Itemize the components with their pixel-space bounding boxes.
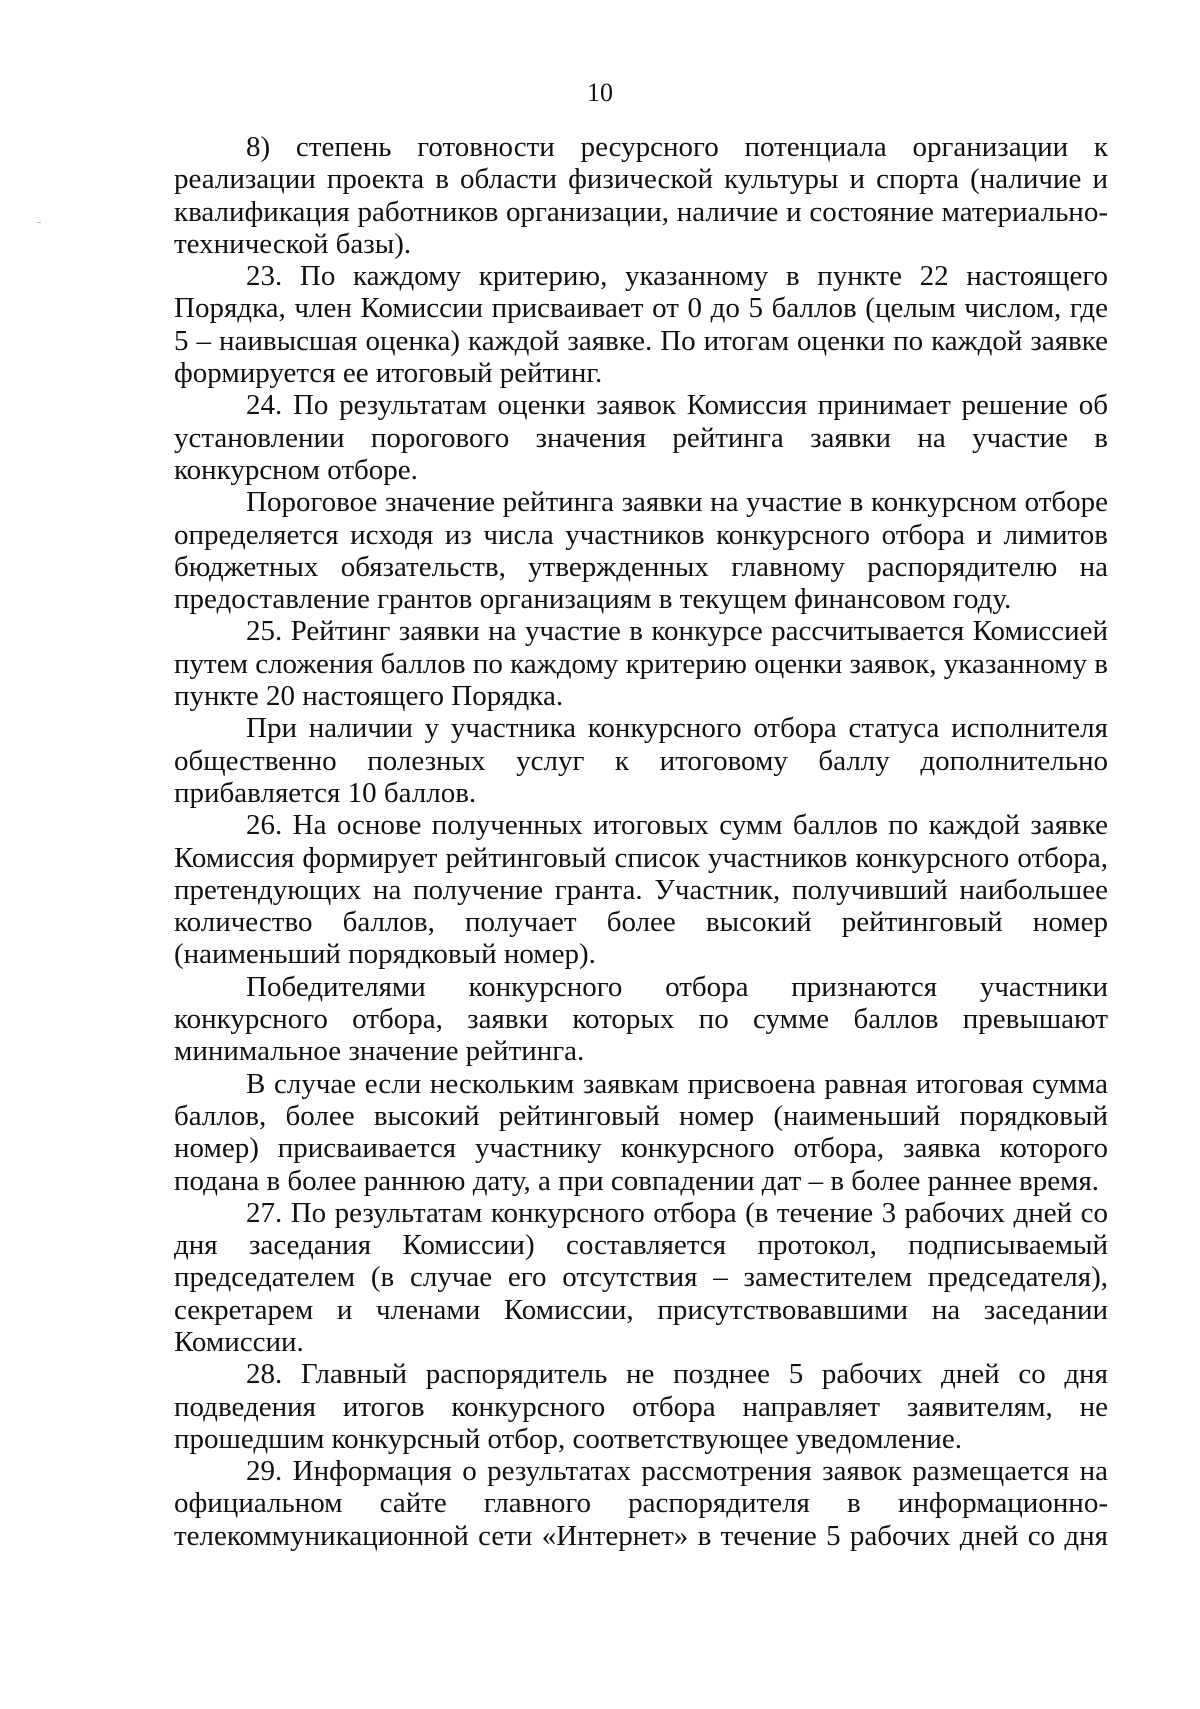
paragraph-26-tie: В случае если нескольким заявкам присвоена равная итоговая сумма баллов, более высокий рейтинговый номер (наименьший порядковый номер) присваивается участнику конкурсного отбора, заявка которого подана в более раннюю дату, а при совпадении дат – в более раннее время. — [174, 1067, 1108, 1197]
paragraph-29: 29. Информация о результатах рассмотрения заявок размещается на официальном сайте главного распорядителя в информационно-телекоммуникационной сети «Интернет» в течение 5 рабочих дней со дня — [174, 1455, 1108, 1552]
scan-mark — [37, 222, 41, 223]
paragraph-25: 25. Рейтинг заявки на участие в конкурсе рассчитывается Комиссией путем сложения баллов по каждому критерию оценки заявок, указанному в пункте 20 настоящего Порядка. — [174, 615, 1108, 713]
paragraph-24: 24. По результатам оценки заявок Комиссия принимает решение об установлении порогового значения рейтинга заявки на участие в конкурсном отборе. — [174, 389, 1108, 486]
paragraph-23: 23. По каждому критерию, указанному в пункте 22 настоящего Порядка, член Комиссии присваивает от 0 до 5 баллов (целым числом, где 5 – наивысшая оценка) каждой заявке. По итогам оценки по каждой заявке формируется ее итоговый рейтинг. — [174, 260, 1108, 390]
paragraph-26-winners: Победителями конкурсного отбора признаются участники конкурсного отбора, заявки которых по сумме баллов превышают минимальное значение рейтинга. — [174, 970, 1108, 1068]
paragraph-criterion-8: 8) степень готовности ресурсного потенциала организации к реализации проекта в области физической культуры и спорта (наличие и квалификация работников организации, наличие и состояние материально-технической базы). — [174, 131, 1108, 260]
document-body — [174, 131, 1108, 1552]
page-number: 10 — [587, 78, 613, 107]
paragraph-28: 28. Главный распорядитель не позднее 5 рабочих дней со дня подведения итогов конкурсного отбора направляет заявителям, не прошедшим конкурсный отбор, соответствующее уведомление. — [174, 1358, 1108, 1455]
paragraph-24-threshold: Пороговое значение рейтинга заявки на участие в конкурсном отборе определяется исходя из числа участников конкурсного отбора и лимитов бюджетных обязательств, утвержденных главному распорядителю на предоставление грантов организациям в текущем финансовом году. — [174, 486, 1108, 616]
paragraph-26: 26. На основе полученных итоговых сумм баллов по каждой заявке Комиссия формирует рейтинговый список участников конкурсного отбора, претендующих на получение гранта. Участник, получивший наибольшее количество баллов, получает более высокий рейтинговый номер (наименьший порядковый номер). — [174, 809, 1108, 971]
paragraph-27: 27. По результатам конкурсного отбора (в течение 3 рабочих дней со дня заседания Комиссии) составляется протокол, подписываемый председателем (в случае его отсутствия – заместителем председателя), секретарем и членами Комиссии, присутствовавшими на заседании Комиссии. — [174, 1196, 1108, 1358]
paragraph-25-bonus: При наличии у участника конкурсного отбора статуса исполнителя общественно полезных услуг к итоговому баллу дополнительно прибавляется 10 баллов. — [174, 712, 1108, 809]
